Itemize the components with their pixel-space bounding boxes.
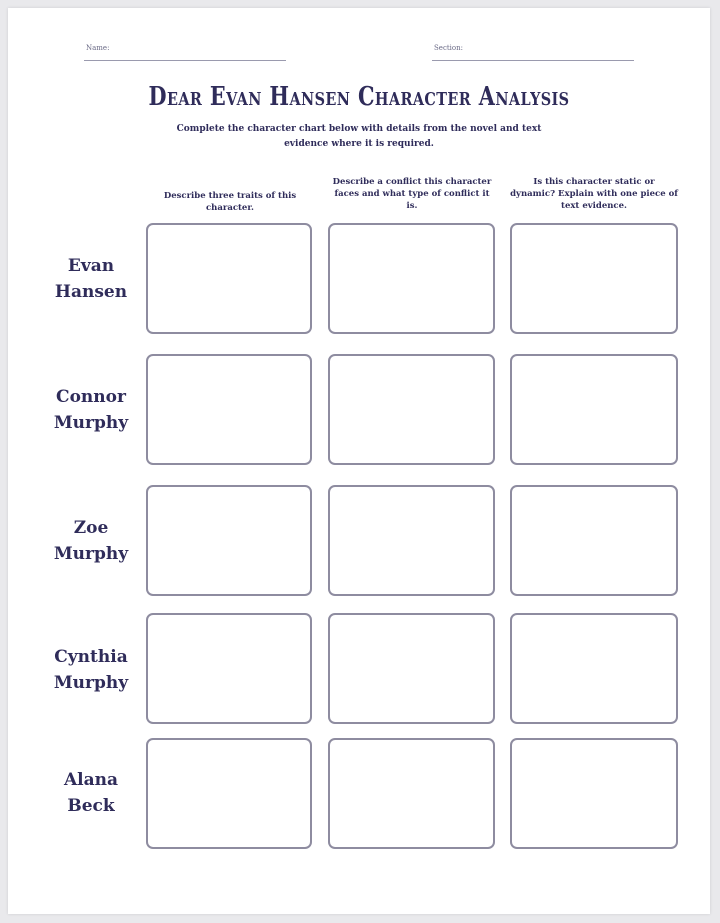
cell-alana-conflict[interactable] (328, 738, 495, 849)
row-label-line: Hansen (54, 282, 128, 302)
cell-cynthia-traits[interactable] (146, 613, 312, 724)
cell-evan-static-dynamic[interactable] (510, 223, 678, 334)
row-label-line: Cynthia (54, 647, 128, 667)
row-label-connor-murphy (36, 384, 146, 436)
section-label: Section: (434, 44, 463, 52)
row-label-line: Beck (67, 796, 115, 816)
cell-zoe-conflict[interactable] (328, 485, 495, 596)
name-label: Name: (86, 44, 110, 52)
cell-zoe-traits[interactable] (146, 485, 312, 596)
cell-cynthia-static-dynamic[interactable] (510, 613, 678, 724)
row-label-line: Evan (67, 256, 115, 276)
instructions-text: Complete the character chart below with details from the novel and text evidence where it is required. (176, 124, 542, 149)
row-label-zoe-murphy (36, 515, 146, 567)
section-field[interactable] (432, 42, 634, 61)
cell-zoe-static-dynamic[interactable] (510, 485, 678, 596)
cell-cynthia-conflict[interactable] (328, 613, 495, 724)
row-label-alana-beck (36, 767, 146, 819)
row-label-line: Murphy (53, 413, 129, 433)
column-header-conflict: Describe a conflict this character faces and what type of conflict it is. (332, 177, 492, 211)
row-label-cynthia-murphy (36, 644, 146, 696)
name-field[interactable] (84, 42, 286, 61)
row-label-line: Zoe (73, 518, 109, 538)
cell-alana-static-dynamic[interactable] (510, 738, 678, 849)
column-header-traits: Describe three traits of this character. (163, 191, 297, 213)
cell-evan-conflict[interactable] (328, 223, 495, 334)
row-label-line: Murphy (53, 544, 129, 564)
page-title: Dear Evan Hansen Character Analysis (148, 82, 570, 112)
row-label-evan-hansen (36, 253, 146, 305)
cell-alana-traits[interactable] (146, 738, 312, 849)
row-label-line: Connor (56, 387, 126, 407)
cell-evan-traits[interactable] (146, 223, 312, 334)
worksheet-page (8, 8, 710, 914)
cell-connor-traits[interactable] (146, 354, 312, 465)
cell-connor-static-dynamic[interactable] (510, 354, 678, 465)
column-header-static-dynamic: Is this character static or dynamic? Explain with one piece of text evidence. (510, 177, 678, 211)
row-label-line: Murphy (53, 673, 129, 693)
cell-connor-conflict[interactable] (328, 354, 495, 465)
row-label-line: Alana (63, 770, 119, 790)
